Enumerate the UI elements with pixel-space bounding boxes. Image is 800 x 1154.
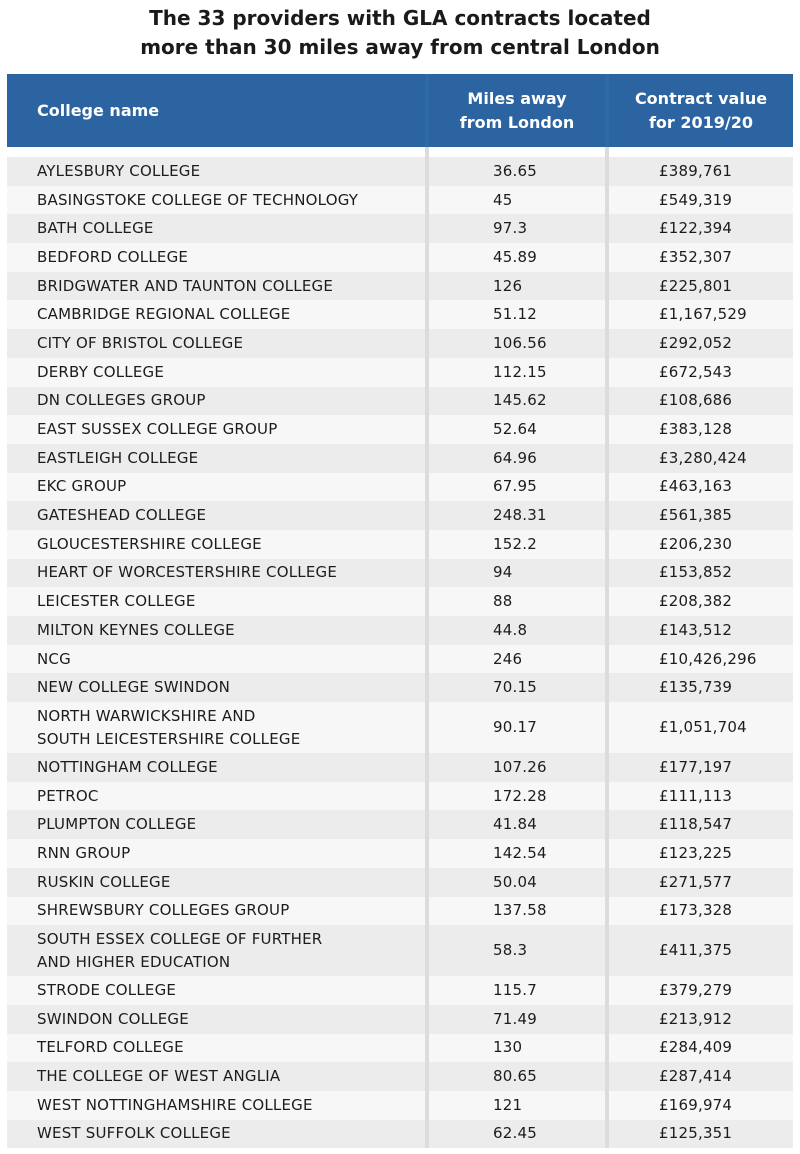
contract-value-cell: £173,328 xyxy=(605,897,793,926)
miles-away-cell: 62.45 xyxy=(425,1120,605,1149)
contract-value-cell: £135,739 xyxy=(605,673,793,702)
contract-value-cell: £153,852 xyxy=(605,559,793,588)
contract-value-cell: £108,686 xyxy=(605,387,793,416)
contract-value-cell: £672,543 xyxy=(605,358,793,387)
college-name-cell: TELFORD COLLEGE xyxy=(37,1038,184,1057)
college-name-cell: GATESHEAD COLLEGE xyxy=(37,506,207,525)
title-line-1: The 33 providers with GLA contracts located xyxy=(149,6,651,30)
contract-value-cell: £123,225 xyxy=(605,839,793,868)
table-row xyxy=(7,501,793,530)
miles-away-cell: 97.3 xyxy=(425,214,605,243)
table-row xyxy=(7,839,793,868)
table-row xyxy=(7,530,793,559)
college-name-cell: NEW COLLEGE SWINDON xyxy=(37,678,231,697)
title-line-2: more than 30 miles away from central London xyxy=(140,35,660,59)
miles-away-cell: 115.7 xyxy=(425,976,605,1005)
page-title xyxy=(0,0,800,70)
table-row xyxy=(7,559,793,588)
table-row xyxy=(7,645,793,674)
miles-away-cell: 64.96 xyxy=(425,444,605,473)
miles-away-cell: 67.95 xyxy=(425,473,605,502)
table-row xyxy=(7,925,793,976)
miles-away-cell: 121 xyxy=(425,1091,605,1120)
miles-away-cell: 130 xyxy=(425,1034,605,1063)
table-row xyxy=(7,753,793,782)
table-row xyxy=(7,186,793,215)
college-name-cell: BASINGSTOKE COLLEGE OF TECHNOLOGY xyxy=(37,190,359,209)
contract-value-cell: £271,577 xyxy=(605,868,793,897)
contract-value-cell: £3,280,424 xyxy=(605,444,793,473)
contract-value-cell: £122,394 xyxy=(605,214,793,243)
college-name-cell: BEDFORD COLLEGE xyxy=(37,247,189,266)
miles-away-cell: 50.04 xyxy=(425,868,605,897)
miles-away-cell: 80.65 xyxy=(425,1062,605,1091)
college-name-cell: RUSKIN COLLEGE xyxy=(37,872,171,891)
miles-away-cell: 112.15 xyxy=(425,358,605,387)
miles-away-cell: 58.3 xyxy=(425,925,605,976)
college-name-cell: EASTLEIGH COLLEGE xyxy=(37,448,199,467)
college-name-cell: GLOUCESTERSHIRE COLLEGE xyxy=(37,534,262,553)
college-name-cell: CITY OF BRISTOL COLLEGE xyxy=(37,333,244,352)
miles-away-cell: 51.12 xyxy=(425,300,605,329)
contract-value-cell: £169,974 xyxy=(605,1091,793,1120)
contract-value-cell: £383,128 xyxy=(605,415,793,444)
table-row xyxy=(7,243,793,272)
college-name-cell: PETROC xyxy=(37,786,99,805)
contract-value-cell: £561,385 xyxy=(605,501,793,530)
miles-away-cell: 106.56 xyxy=(425,329,605,358)
miles-away-cell: 70.15 xyxy=(425,673,605,702)
table-row xyxy=(7,782,793,811)
header-spacer xyxy=(7,147,793,157)
contract-value-cell: £1,167,529 xyxy=(605,300,793,329)
table-row xyxy=(7,415,793,444)
contract-value-cell: £206,230 xyxy=(605,530,793,559)
college-name-cell: SWINDON COLLEGE xyxy=(37,1009,189,1028)
contract-value-cell: £10,426,296 xyxy=(605,645,793,674)
table-row xyxy=(7,444,793,473)
miles-away-cell: 90.17 xyxy=(425,702,605,753)
college-name-cell: CAMBRIDGE REGIONAL COLLEGE xyxy=(37,305,291,324)
college-name-cell: NOTTINGHAM COLLEGE xyxy=(37,757,218,776)
miles-away-cell: 142.54 xyxy=(425,839,605,868)
table-row xyxy=(7,587,793,616)
miles-away-cell: 88 xyxy=(425,587,605,616)
table-row xyxy=(7,702,793,753)
miles-away-cell: 45 xyxy=(425,186,605,215)
college-name-cell: SHREWSBURY COLLEGES GROUP xyxy=(37,901,290,920)
miles-away-cell: 44.8 xyxy=(425,616,605,645)
college-name-cell: WEST NOTTINGHAMSHIRE COLLEGE xyxy=(37,1095,313,1114)
college-name-cell: HEART OF WORCESTERSHIRE COLLEGE xyxy=(37,563,337,582)
contract-value-cell: £118,547 xyxy=(605,810,793,839)
miles-away-cell: 107.26 xyxy=(425,753,605,782)
contract-value-cell: £125,351 xyxy=(605,1120,793,1149)
header-miles-line-1: Miles away xyxy=(467,88,567,108)
college-name-cell: BATH COLLEGE xyxy=(37,219,154,238)
college-name-cell: MILTON KEYNES COLLEGE xyxy=(37,620,235,639)
miles-away-cell: 52.64 xyxy=(425,415,605,444)
table-row xyxy=(7,1034,793,1063)
miles-away-cell: 94 xyxy=(425,559,605,588)
college-name-cell: NORTH WARWICKSHIRE AND SOUTH LEICESTERSHIRE COLLEGE xyxy=(37,706,301,748)
contract-value-cell: £177,197 xyxy=(605,753,793,782)
miles-away-cell: 45.89 xyxy=(425,243,605,272)
header-contract-line-2: for 2019/20 xyxy=(648,112,754,132)
table-row xyxy=(7,387,793,416)
table-row xyxy=(7,616,793,645)
contract-value-cell: £411,375 xyxy=(605,925,793,976)
miles-away-cell: 145.62 xyxy=(425,387,605,416)
table-row xyxy=(7,272,793,301)
contract-value-cell: £143,512 xyxy=(605,616,793,645)
table-row xyxy=(7,300,793,329)
college-name-cell: STRODE COLLEGE xyxy=(37,981,177,1000)
contract-value-cell: £379,279 xyxy=(605,976,793,1005)
header-college-name-label: College name xyxy=(37,101,160,120)
college-name-cell: THE COLLEGE OF WEST ANGLIA xyxy=(37,1067,281,1086)
college-name-cell: DN COLLEGES GROUP xyxy=(37,391,206,410)
college-name-cell: EKC GROUP xyxy=(37,477,127,496)
table-row xyxy=(7,897,793,926)
miles-away-cell: 248.31 xyxy=(425,501,605,530)
contract-value-cell: £292,052 xyxy=(605,329,793,358)
contract-value-cell: £284,409 xyxy=(605,1034,793,1063)
table-row xyxy=(7,1005,793,1034)
miles-away-cell: 41.84 xyxy=(425,810,605,839)
miles-away-cell: 36.65 xyxy=(425,157,605,186)
table-row xyxy=(7,329,793,358)
college-name-cell: RNN GROUP xyxy=(37,843,131,862)
miles-away-cell: 71.49 xyxy=(425,1005,605,1034)
college-name-cell: WEST SUFFOLK COLLEGE xyxy=(37,1124,231,1143)
contract-value-cell: £208,382 xyxy=(605,587,793,616)
contract-value-cell: £111,113 xyxy=(605,782,793,811)
contract-value-cell: £463,163 xyxy=(605,473,793,502)
college-name-cell: EAST SUSSEX COLLEGE GROUP xyxy=(37,420,278,439)
header-miles-away xyxy=(425,74,605,147)
table-row xyxy=(7,1062,793,1091)
miles-away-cell: 246 xyxy=(425,645,605,674)
table-row xyxy=(7,810,793,839)
table-row xyxy=(7,868,793,897)
miles-away-cell: 126 xyxy=(425,272,605,301)
table-header xyxy=(7,74,793,147)
contract-value-cell: £352,307 xyxy=(605,243,793,272)
contract-value-cell: £1,051,704 xyxy=(605,702,793,753)
contract-value-cell: £389,761 xyxy=(605,157,793,186)
header-contract-line-1: Contract value xyxy=(634,88,768,108)
table-row xyxy=(7,976,793,1005)
table-row xyxy=(7,1120,793,1149)
table-row xyxy=(7,157,793,186)
table-row xyxy=(7,473,793,502)
contract-value-cell: £225,801 xyxy=(605,272,793,301)
providers-table xyxy=(7,74,793,1148)
header-contract-value xyxy=(605,74,793,147)
header-college-name xyxy=(7,74,425,147)
contract-value-cell: £213,912 xyxy=(605,1005,793,1034)
college-name-cell: NCG xyxy=(37,649,71,668)
miles-away-cell: 172.28 xyxy=(425,782,605,811)
college-name-cell: AYLESBURY COLLEGE xyxy=(37,161,201,180)
college-name-cell: BRIDGWATER AND TAUNTON COLLEGE xyxy=(37,276,334,295)
header-miles-line-2: from London xyxy=(459,112,575,132)
college-name-cell: SOUTH ESSEX COLLEGE OF FURTHER AND HIGHER EDUCATION xyxy=(37,929,323,971)
college-name-cell: PLUMPTON COLLEGE xyxy=(37,815,197,834)
table-row xyxy=(7,1091,793,1120)
miles-away-cell: 137.58 xyxy=(425,897,605,926)
miles-away-cell: 152.2 xyxy=(425,530,605,559)
college-name-cell: DERBY COLLEGE xyxy=(37,362,165,381)
contract-value-cell: £549,319 xyxy=(605,186,793,215)
college-name-cell: LEICESTER COLLEGE xyxy=(37,592,196,611)
table-row xyxy=(7,358,793,387)
table-row xyxy=(7,673,793,702)
table-body xyxy=(7,157,793,1148)
table-row xyxy=(7,214,793,243)
contract-value-cell: £287,414 xyxy=(605,1062,793,1091)
